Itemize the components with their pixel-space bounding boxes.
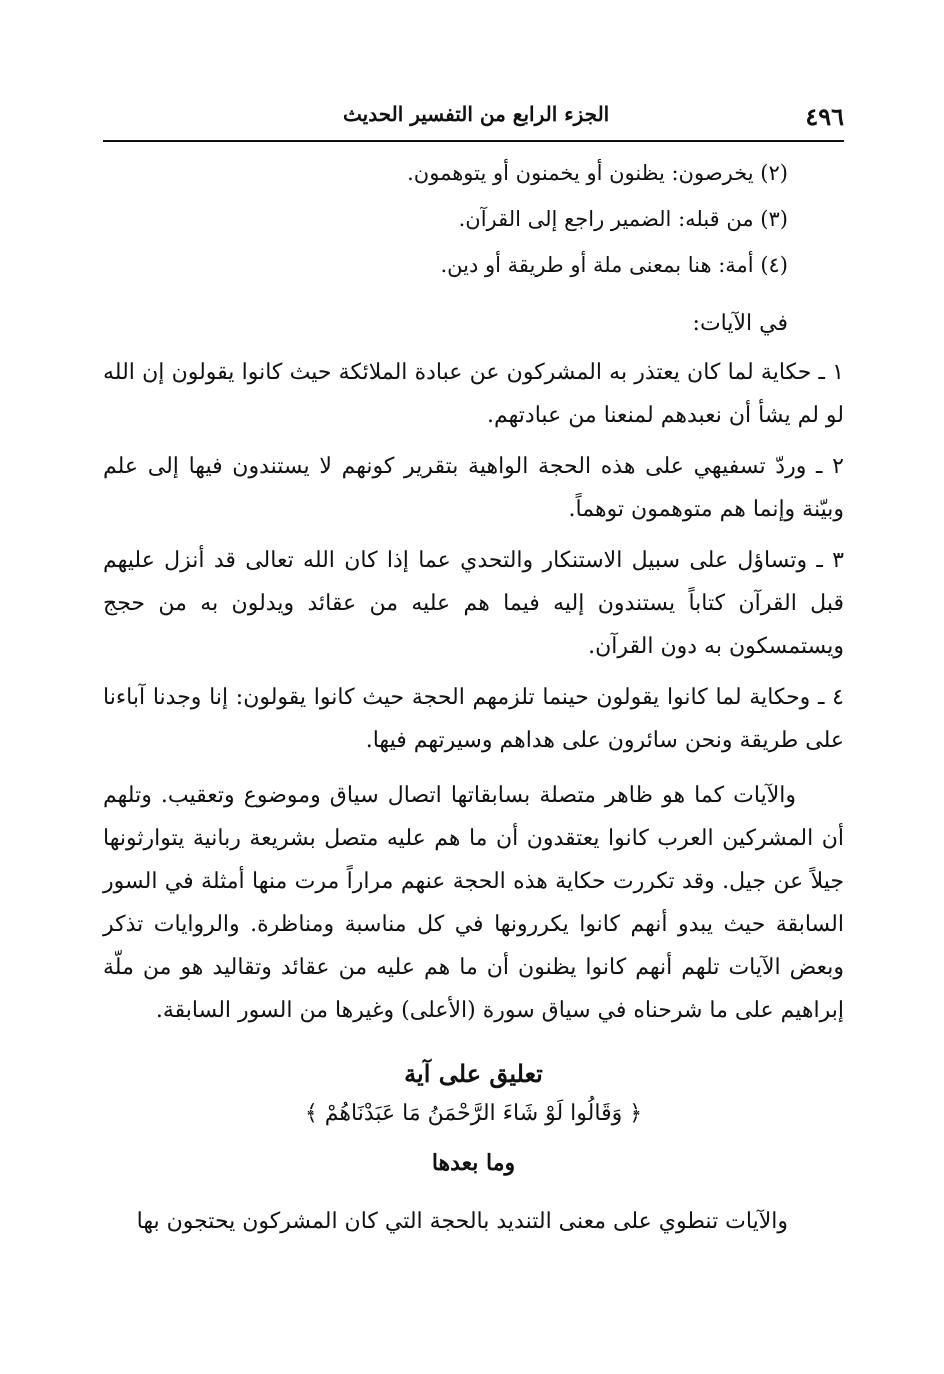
comment-subtitle: وما بعدها [431, 1150, 516, 1176]
page-number: ٤٩٦ [805, 102, 844, 131]
list-item-1: ١ ـ حكاية لما كان يعتذر به المشركون عن عبادة الملائكة حيث كانوا يقولون إن الله لو لم يشأ أن نعبدهم لمنعنا من عبادتهم. [103, 360, 844, 428]
comment-title: تعليق على آية [404, 1059, 543, 1088]
page-body [103, 150, 844, 1243]
commentary-paragraph: والآيات كما هو ظاهر متصلة بسابقاتها اتصال سياق وموضوع وتعقيب. وتلهم أن المشركين العرب كانوا يعتقدون أن ما هم عليه متصل بشريعة ربانية يتوارثونها جيلاً عن جيل. وقد تكررت حكاية هذه الحجة عنهم مراراً مرت منها أمثلة في السور السابقة حيث يبدو أنهم كانوا يكررونها في كل مناسبة ومناظرة. والروايات تذكر وبعض الآيات تلهم أنهم كانوا يظنون أن ما هم عليه من عقائد وتقاليد هو من ملّة إبراهيم على ما شرحناه في سياق سورة (الأعلى) وغيرها من السور السابقة. [103, 783, 844, 1023]
closing-line: والآيات تنطوي على معنى التنديد بالحجة التي كان المشركون يحتجون بها [136, 1209, 788, 1234]
header-rule [103, 140, 844, 142]
footnote-4: (٤) أمة: هنا بمعنى ملة أو طريقة أو دين. [440, 253, 788, 277]
list-item-4: ٤ ـ وحكاية لما كانوا يقولون حينما تلزمهم الحجة حيث كانوا يقولون: إنا وجدنا آباءنا على طريقة ونحن سائرون على هداهم وسيرتهم فيها. [103, 685, 844, 753]
running-title: الجزء الرابع من التفسير الحديث [343, 102, 610, 126]
page-header [103, 96, 844, 136]
footnote-2: (٢) يخرصون: يظنون أو يخمنون أو يتوهمون. [407, 161, 788, 185]
footnote-3: (٣) من قبله: الضمير راجع إلى القرآن. [458, 207, 788, 231]
comment-section [103, 1054, 844, 1186]
list-item-2: ٢ ـ وردّ تسفيهي على هذه الحجة الواهية بتقرير كونهم لا يستندون فيها إلى علم وبيّنة وإنما هم متوهمون توهماً. [103, 454, 844, 522]
list-item-3: ٣ ـ وتساؤل على سبيل الاستنكار والتحدي عما إذا كان الله تعالى قد أنزل عليهم قبل القرآن كتاباً يستندون إليه فيما هم عليه من عقائد ويدلون به من حجج ويستمسكون به دون القرآن. [103, 548, 844, 659]
verses-heading: في الآيات: [692, 311, 788, 336]
quranic-verse: ﴿ وَقَالُوا لَوْ شَاءَ الرَّحْمَنُ مَا عَبَدْنَاهُمْ ﴾ [304, 1101, 643, 1126]
